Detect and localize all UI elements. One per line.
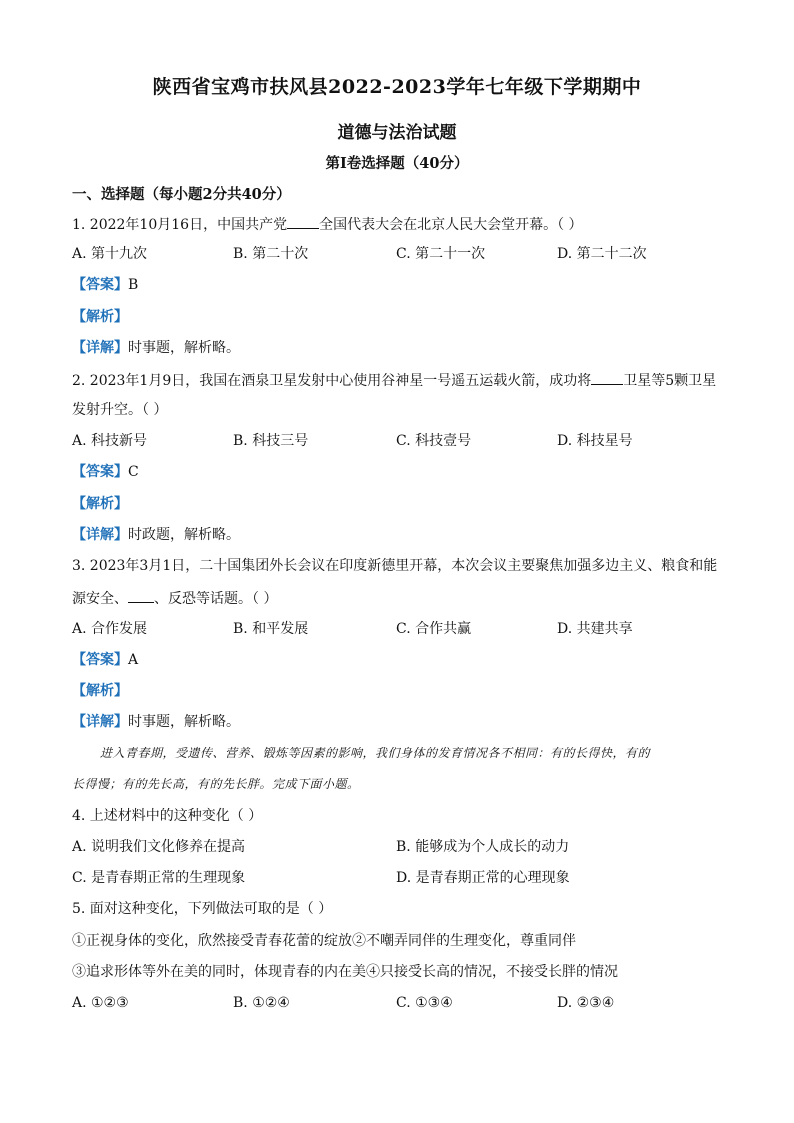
material-line-1: 进入青春期，受遗传、营养、锻炼等因素的影响，我们身体的发育情况各不相同：有的长得快，有的 xyxy=(100,746,651,760)
question-2-option-d: D. 科技星号 xyxy=(557,433,633,449)
question-1-option-d: D. 第二十二次 xyxy=(557,246,647,262)
question-3-option-b: B. 和平发展 xyxy=(233,621,309,637)
question-4-option-b: B. 能够成为个人成长的动力 xyxy=(396,839,570,855)
answer-label: 【答案】 xyxy=(72,464,128,480)
detail-text: 时事题，解析略。 xyxy=(128,714,240,730)
question-5-option-c: C. ①③④ xyxy=(396,995,453,1011)
question-2-stem-line-2: 发射升空。（ ） xyxy=(72,402,168,418)
analysis-label: 【解析】 xyxy=(72,496,128,512)
question-1-stem-part-a: 1. 2022年10月16日，中国共产党 xyxy=(72,217,288,233)
question-5-option-d: D. ②③④ xyxy=(557,995,615,1011)
question-4-stem: 4. 上述材料中的这种变化（ ） xyxy=(72,808,263,824)
material-line-2: 长得慢；有的先长高，有的先长胖。完成下面小题。 xyxy=(72,777,360,791)
question-5-statement-line-2: ③追求形体等外在美的同时，体现青春的内在美④只接受长高的情况，不接受长胖的情况 xyxy=(72,964,618,980)
answer-value: B xyxy=(128,277,139,293)
question-3-option-d: D. 共建共享 xyxy=(557,621,633,637)
detail-label: 【详解】 xyxy=(72,714,128,730)
answer-blank xyxy=(591,370,623,385)
exam-title: 陕西省宝鸡市扶风县2022-2023学年七年级下学期期中 xyxy=(152,76,642,98)
question-2-option-a: A. 科技新号 xyxy=(72,433,148,449)
question-5-stem: 5. 面对这种变化，下列做法可取的是（ ） xyxy=(72,901,333,917)
answer-value: A xyxy=(128,652,139,668)
question-5-option-a: A. ①②③ xyxy=(72,995,129,1011)
answer-blank xyxy=(287,214,319,229)
part-title: 第Ⅰ卷选择题（40分） xyxy=(325,155,469,172)
question-1-option-a: A. 第十九次 xyxy=(72,246,148,262)
question-2-option-c: C. 科技壹号 xyxy=(396,433,472,449)
answer-blank xyxy=(128,588,154,603)
question-1-stem-part-b: 全国代表大会在北京人民大会堂开幕。（ ） xyxy=(319,217,583,233)
question-2-stem-part-a: 2. 2023年1月9日，我国在酒泉卫星发射中心使用谷神星一号遥五运载火箭，成功将 xyxy=(72,373,592,389)
question-4-option-a: A. 说明我们文化修养在提高 xyxy=(72,839,246,855)
question-3-stem-part-a: 源安全、 xyxy=(72,591,128,607)
question-3-analysis xyxy=(72,682,128,700)
answer-value: C xyxy=(128,464,139,480)
section-title: 一、选择题（每小题2分共40分） xyxy=(72,186,291,203)
question-2-detail xyxy=(72,526,240,544)
question-2-answer xyxy=(72,463,139,481)
question-5-option-b: B. ①②④ xyxy=(233,995,290,1011)
question-1-analysis xyxy=(72,308,128,326)
question-1-detail xyxy=(72,339,240,357)
question-3-option-c: C. 合作共赢 xyxy=(396,621,472,637)
question-3-stem-part-b: 、反恐等话题。（ ） xyxy=(154,591,278,607)
question-3-option-a: A. 合作发展 xyxy=(72,621,148,637)
question-1-option-c: C. 第二十一次 xyxy=(396,246,486,262)
question-3-answer xyxy=(72,651,138,669)
question-2-stem-line-1 xyxy=(72,370,716,390)
question-2-option-b: B. 科技三号 xyxy=(233,433,309,449)
question-2-analysis xyxy=(72,495,128,513)
question-4-option-d: D. 是青春期正常的心理现象 xyxy=(396,870,570,886)
question-5-statement-line-1: ①正视身体的变化，欣然接受青春花蕾的绽放②不嘲弄同伴的生理变化，尊重同伴 xyxy=(72,933,576,949)
question-3-detail xyxy=(72,713,240,731)
analysis-label: 【解析】 xyxy=(72,309,128,325)
question-2-stem-part-b: 卫星等5颗卫星 xyxy=(623,373,717,389)
exam-subtitle: 道德与法治试题 xyxy=(337,123,457,143)
answer-label: 【答案】 xyxy=(72,652,128,668)
answer-label: 【答案】 xyxy=(72,277,128,293)
analysis-label: 【解析】 xyxy=(72,683,128,699)
question-3-stem-line-1: 3. 2023年3月1日，二十国集团外长会议在印度新德里开幕，本次会议主要聚焦加强多边主义、粮食和能 xyxy=(72,558,718,574)
detail-label: 【详解】 xyxy=(72,527,128,543)
detail-text: 时事题，解析略。 xyxy=(128,340,240,356)
question-1-answer xyxy=(72,276,138,294)
question-1-option-b: B. 第二十次 xyxy=(233,246,309,262)
question-3-stem-line-2 xyxy=(72,588,277,608)
detail-text: 时政题，解析略。 xyxy=(128,527,240,543)
detail-label: 【详解】 xyxy=(72,340,128,356)
question-4-option-c: C. 是青春期正常的生理现象 xyxy=(72,870,246,886)
question-1-stem xyxy=(72,214,583,234)
